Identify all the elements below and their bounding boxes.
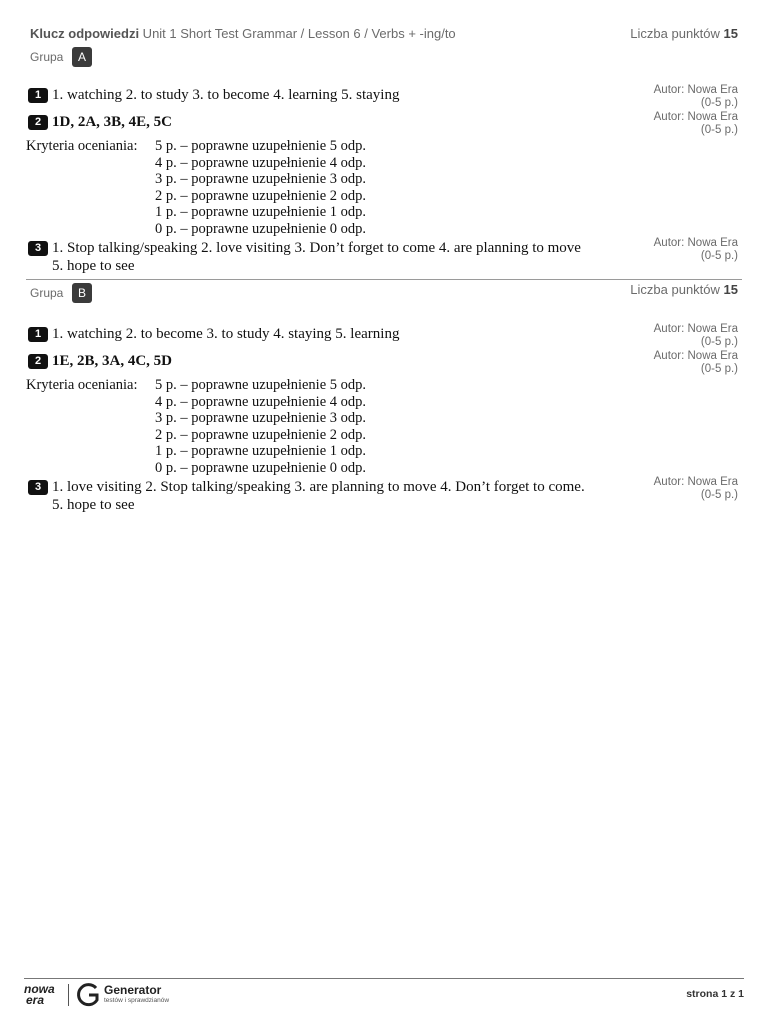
generator-logo-text: Generator	[104, 983, 162, 997]
criteria-label: Kryteria oceniania:	[26, 138, 138, 154]
points-label: Liczba punktów	[630, 282, 724, 297]
task-number-badge: 2	[28, 115, 48, 130]
page-number: strona 1 z 1	[686, 988, 744, 1000]
criteria-line: 4 p. – poprawne uzupełnienie 4 odp.	[155, 154, 367, 171]
group-b-points	[630, 282, 738, 297]
criteria-line: 1 p. – poprawne uzupełnienie 1 odp.	[155, 443, 367, 459]
task-answer: 1. watching 2. to become 3. to study 4. staying 5. learning	[52, 326, 400, 342]
task-answer: 1D, 2A, 3B, 4E, 5C	[52, 114, 173, 130]
nowa-era-logo	[24, 984, 60, 1008]
task-author	[578, 323, 738, 349]
generator-logo-subtitle: testów i sprawdzianów	[104, 997, 170, 1004]
page-footer	[24, 982, 744, 1010]
logo-text-era: era	[26, 993, 45, 1007]
task-author	[578, 84, 738, 110]
criteria-line: 2 p. – poprawne uzupełnienie 2 odp.	[155, 426, 367, 443]
logo-text-nowa: nowa	[24, 982, 55, 996]
criteria-line: 1 p. – poprawne uzupełnienie 1 odp.	[155, 204, 367, 220]
group-divider	[26, 279, 742, 280]
group-label: Grupa	[30, 50, 64, 64]
points-label: Liczba punktów	[630, 26, 724, 41]
generator-g-icon	[76, 982, 102, 1008]
task-answer-line-2: 5. hope to see	[52, 497, 135, 513]
author-name: Autor: Nowa Era	[653, 111, 738, 123]
task-number-badge: 2	[28, 354, 48, 369]
task-author	[578, 237, 738, 263]
criteria-line: 3 p. – poprawne uzupełnienie 3 odp.	[155, 171, 367, 187]
task-author	[578, 350, 738, 376]
task-score: (0-5 p.)	[700, 363, 738, 375]
task-score: (0-5 p.)	[700, 336, 738, 348]
task-number-badge: 3	[28, 480, 48, 495]
task-answer-line-1: 1. love visiting 2. Stop talking/speaking 3. are planning to move 4. Don’t forget to come.	[52, 479, 585, 495]
author-name: Autor: Nowa Era	[653, 350, 738, 362]
criteria-line: 3 p. – poprawne uzupełnienie 3 odp.	[155, 410, 367, 426]
criteria-line: 5 p. – poprawne uzupełnienie 5 odp.	[155, 138, 367, 154]
logo-separator	[68, 984, 69, 1006]
task-number-badge: 1	[28, 88, 48, 103]
criteria-line: 2 p. – poprawne uzupełnienie 2 odp.	[155, 187, 367, 204]
task-answer-line-2: 5. hope to see	[52, 258, 135, 274]
criteria-line: 5 p. – poprawne uzupełnienie 5 odp.	[155, 377, 367, 393]
points-value: 15	[723, 26, 738, 41]
group-b-badge: B	[72, 283, 92, 303]
document-header	[30, 26, 738, 44]
task-score: (0-5 p.)	[700, 250, 738, 262]
answer-key-label: Klucz odpowiedzi	[30, 26, 140, 41]
task-number-badge: 1	[28, 327, 48, 342]
task-answer: 1. watching 2. to study 3. to become 4. learning 5. staying	[52, 87, 400, 103]
author-name: Autor: Nowa Era	[653, 84, 738, 96]
task-author	[578, 111, 738, 137]
author-name: Autor: Nowa Era	[653, 476, 738, 488]
document-title: Unit 1 Short Test Grammar / Lesson 6 / Verbs + -ing/to	[139, 26, 456, 41]
task-answer: 1E, 2B, 3A, 4C, 5D	[52, 353, 173, 369]
author-name: Autor: Nowa Era	[653, 237, 738, 249]
task-score: (0-5 p.)	[700, 97, 738, 109]
criteria-label: Kryteria oceniania:	[26, 377, 138, 393]
footer-divider	[24, 978, 744, 979]
author-name: Autor: Nowa Era	[653, 323, 738, 335]
points-total	[630, 26, 738, 41]
task-author	[578, 476, 738, 502]
points-value: 15	[723, 282, 738, 297]
criteria-line: 0 p. – poprawne uzupełnienie 0 odp.	[155, 459, 367, 476]
task-answer-line-1: 1. Stop talking/speaking 2. love visiting 3. Don’t forget to come 4. are planning to move	[52, 240, 581, 256]
group-label: Grupa	[30, 286, 64, 300]
task-number-badge: 3	[28, 241, 48, 256]
task-score: (0-5 p.)	[700, 124, 738, 136]
group-a-badge: A	[72, 47, 92, 67]
criteria-line: 0 p. – poprawne uzupełnienie 0 odp.	[155, 220, 367, 237]
task-score: (0-5 p.)	[700, 489, 738, 501]
criteria-line: 4 p. – poprawne uzupełnienie 4 odp.	[155, 393, 367, 410]
